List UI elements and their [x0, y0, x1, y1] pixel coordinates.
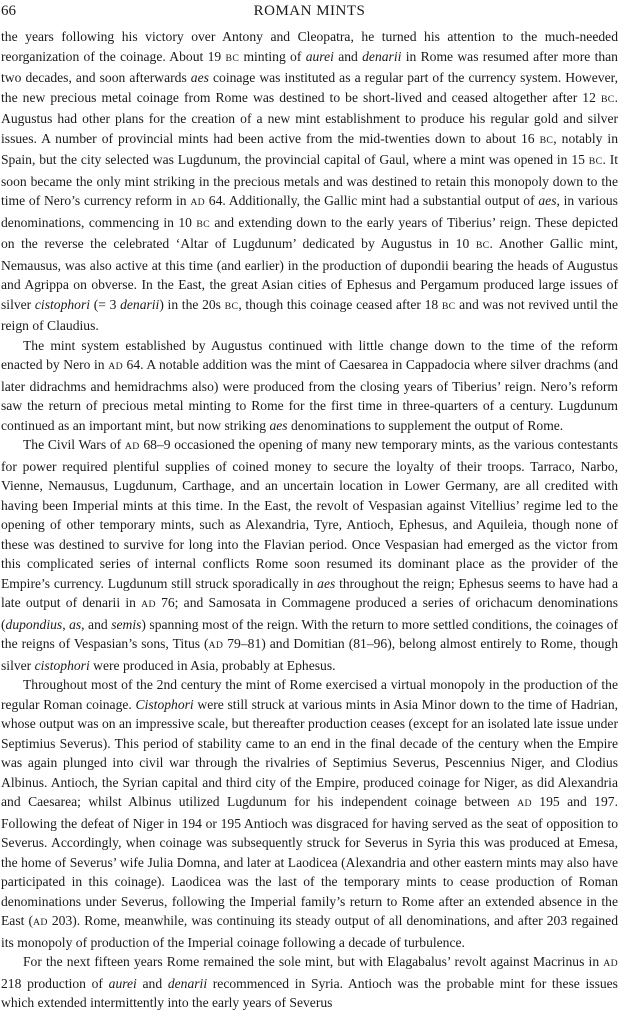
text-run: (= 3 [90, 296, 121, 312]
paragraph [1, 435, 618, 675]
text-run: 203). Rome, meanwhile, was continuing its steady output of all denominations, and after 203 regained its monopoly of production of the Imperial coinage following a decade of turbulence. [1, 913, 618, 950]
era-abbreviation: BC [225, 52, 240, 64]
italic-term: as [69, 616, 82, 632]
text-run: 68–9 occasioned the opening of many new temporary mints, as the various contestants for power required plentiful supplies of coined money to secure the loyalty of their troops. Tarraco, Narbo, Vienne, Nemausus, Lugdunum, Carthage, and an uncertain location in Lower Germany, are all credited with having been Imperial mints at this time. In the East, the revolt of Vespasian against Vitellius’ regime led to the opening of other temporary mints, such as Alexandria, Tyre, Antioch, Ephesus, and Aquileia, though none of these was destined to survive for long into the Flavian period. Once Vespasian had emerged as the victor from this complicated series of internal conflicts Rome soon resumed its dominant place as the provider of the Empire’s currency. Lugdunum still struck sporadically in [1, 437, 618, 591]
era-abbreviation: BC [224, 300, 239, 312]
text-run: the years following his victory over Antony and Cleopatra, he turned his attention to the much-needed reorganization of the coinage. About 19 [1, 29, 618, 64]
era-abbreviation: AD [33, 917, 48, 928]
italic-term: aurei [108, 975, 137, 991]
italic-term: aes [538, 193, 557, 208]
text-run: and [136, 975, 168, 991]
text-run: 195 and 197. Following the defeat of Niger in 194 or 195 Antioch was disgraced for having served as the seat of opposition to Severus. Accordingly, when coinage was subsequently struck for Severus in Syria this was produced at Emesa, the home of Severus’ wife Julia Domna, and later at Laodicea (Alexandria and other eastern mints may also have participated in this coinage). Laodicea was the last of the temporary mints to cease production of Roman denominations under Severus, following the Imperial family’s return to Rome after an extended absence in the East ( [1, 794, 618, 928]
italic-term: aes [190, 70, 209, 85]
text-run: , [62, 616, 70, 632]
text-run: . Augustus had other plans for the creation of a new mint establishment to produce his regular gold and silver issues. A number of provincial mints had been active from the mid-twenties down to about 16 [1, 89, 618, 146]
text-run: , though this coinage ceased after 18 [238, 296, 442, 312]
text-run: and [333, 48, 363, 64]
text-run: minting of [239, 48, 306, 64]
text-run: 76; and Samosata in Commagene produced a series of orichacum denominations ( [1, 595, 618, 632]
era-abbreviation: BC [441, 300, 456, 312]
body-text [1, 27, 618, 1013]
paragraph [1, 952, 618, 1013]
italic-term: cistophori [34, 296, 91, 312]
text-run: 218 production of [1, 975, 109, 991]
page-header [0, 2, 619, 20]
text-run: , and [81, 616, 112, 632]
text-run: . It soon became the only mint striking in the precious metals and was destined to retain this monopoly down to the time of Nero’s currency reform in [1, 152, 618, 208]
text-run: denominations to supplement the output of Rome. [287, 417, 564, 433]
italic-term: denarii [362, 48, 402, 64]
text-run: . Another Gallic mint, Nemausus, was also active at this time (and earlier) in the production of dupondii bearing the heads of Augustus and Agrippa on obverse. In the East, the great Asian cities of Ephesus and Pergamum produced large issues of silver [1, 236, 618, 312]
italic-term: aes [269, 417, 288, 433]
italic-term: Cistophori [135, 696, 194, 712]
era-abbreviation: AD [141, 599, 156, 610]
era-abbreviation: AD [208, 640, 224, 651]
text-run: recommenced in Syria. Antioch was the probable mint for these issues which extended intermittently into the early years of Severus [1, 975, 618, 1010]
italic-term: denarii [120, 296, 160, 312]
text-run: 64. Additionally, the Gallic mint had a substantial output of [205, 193, 539, 208]
era-abbreviation: AD [108, 361, 123, 372]
era-abbreviation: BC [600, 93, 615, 105]
text-run: coinage was instituted as a regular part of the currency system. However, the new precious metal coinage from Rome was destined to be short-lived and ceased altogether after 12 [1, 70, 618, 105]
paragraph [1, 27, 618, 336]
running-head: ROMAN MINTS [253, 3, 366, 19]
text-run: , notably in Spain, but the city selected was Lugdunum, the provincial capital of Gaul, where a mint was opened in 15 [1, 130, 618, 167]
era-abbreviation: AD [124, 441, 140, 452]
era-abbreviation: BC [588, 156, 603, 167]
italic-term: aes [317, 575, 336, 591]
text-run: were still struck at various mints in Asia Minor down to the time of Hadrian, whose output was on an impressive scale, but thereafter production ceases (except for an isolated late issue under Septimius Severus). This period of stability came to an end in the final decade of the century when the Empire was again plunged into civil war through the rivalries of Septimius Severus, Pescennius Niger, and Clodius Albinus. Antioch, the Syrian capital and third city of the Empire, produced coinage for Niger, as did Alexandria and Caesarea; whilst Albinus utilized Lugdunum for his independent coinage between [1, 696, 619, 809]
era-abbreviation: BC [539, 134, 554, 146]
italic-term: cistophori [34, 657, 90, 673]
era-abbreviation: BC [196, 218, 210, 230]
era-abbreviation: AD [517, 798, 532, 809]
text-run: Throughout most of the 2nd century the mint of Rome exercised a virtual monopoly in the production of the regular Roman coinage. [1, 677, 618, 712]
text-run: ) in the 20s [159, 296, 225, 312]
text-run: For the next fifteen years Rome remained the sole mint, but with Elagabalus’ revolt against Macrinus in [23, 954, 604, 969]
text-run: 64. A notable addition was the mint of Caesarea in Cappadocia where silver drachms (and later didrachms and hemidrachms also) were produced from the closing years of Tiberius’ reign. Nero’s reform saw the return of precious metal minting to Rome for the first time in three-quarters of a century. Lugdunum continued as an important mint, but now striking [1, 357, 618, 433]
italic-term: denarii [167, 975, 208, 991]
text-run: in Rome was resumed after more than two decades, and soon afterwards [1, 48, 618, 85]
text-run: were produced in Asia, probably at Ephesus. [89, 657, 336, 673]
italic-term: dupondius [5, 616, 63, 632]
text-run: The mint system established by Augustus continued with little change down to the time of the reform enacted by Nero in [1, 337, 618, 372]
italic-term: aurei [305, 48, 334, 64]
text-run: and extending down to the early years of Tiberius’ reign. These depicted on the reverse the celebrated ‘Altar of Lugdunum’ dedicated by Augustus in 10 [1, 214, 618, 251]
paragraph [1, 675, 618, 952]
page-number: 66 [1, 3, 16, 19]
era-abbreviation: AD [603, 958, 618, 969]
era-abbreviation: BC [475, 240, 490, 251]
italic-term: semis [111, 616, 142, 632]
era-abbreviation: AD [190, 197, 206, 208]
text-run: 79–81) and Domitian (81–96), belong almost entirely to Rome, though silver [1, 636, 618, 673]
text-run: throughout the reign; Ephesus seems to have had a late output of denarii in [1, 575, 619, 610]
text-run: ) spanning most of the reign. With the return to more settled conditions, the coinages of the reigns of Vespasian’s sons, Titus ( [1, 616, 619, 651]
text-run: and was not revived until the reign of Claudius. [1, 296, 619, 333]
text-run: , in various denominations, commencing in 10 [1, 193, 618, 230]
text-run: The Civil Wars of [23, 437, 125, 452]
paragraph [1, 336, 618, 436]
